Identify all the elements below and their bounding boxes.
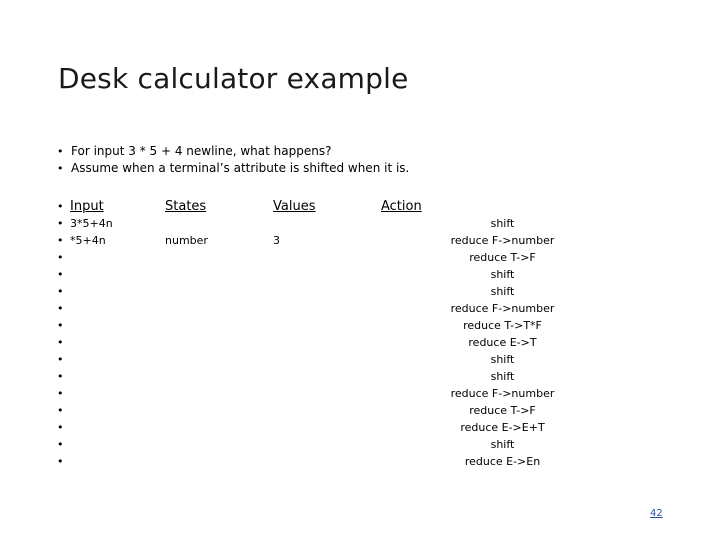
table-row — [57, 283, 697, 300]
bullet-icon: • — [57, 370, 64, 383]
table-row — [57, 351, 697, 368]
bullet-icon: • — [57, 234, 64, 247]
bullet-icon: • — [57, 353, 64, 366]
table-row — [57, 215, 697, 232]
intro-item-text: Assume when a terminal’s attribute is shifted when it is. — [71, 161, 410, 175]
cell-action: reduce T->F — [469, 404, 536, 417]
intro-item-text: For input 3 * 5 + 4 newline, what happens? — [71, 144, 332, 158]
table-row — [57, 249, 697, 266]
bullet-icon: • — [57, 319, 64, 332]
cell-action: reduce F->number — [450, 387, 555, 400]
bullet-icon: • — [57, 336, 64, 349]
bullet-icon: • — [57, 302, 64, 315]
bullet-icon: • — [57, 268, 64, 281]
table-row — [57, 436, 697, 453]
header-values: Values — [273, 199, 316, 214]
cell-action: shift — [490, 217, 515, 230]
header-action: Action — [381, 199, 422, 214]
bullet-icon: • — [57, 251, 64, 264]
table-row — [57, 402, 697, 419]
cell-input: 3*5+4n — [70, 217, 113, 230]
bullet-icon: • — [57, 217, 64, 230]
table-row — [57, 232, 697, 249]
cell-action: reduce E->En — [464, 455, 541, 468]
bullet-icon: • — [57, 387, 64, 400]
cell-action: reduce E->E+T — [460, 421, 545, 434]
cell-action: shift — [490, 370, 515, 383]
bullet-icon: • — [57, 438, 64, 451]
cell-action: shift — [490, 268, 515, 281]
cell-states: number — [165, 234, 208, 247]
cell-action: reduce F->number — [450, 302, 555, 315]
cell-action: reduce F->number — [450, 234, 555, 247]
page-number[interactable]: 42 — [650, 508, 663, 519]
table-body — [57, 215, 697, 470]
table-row — [57, 317, 697, 334]
table-header-row — [57, 198, 697, 215]
bullet-icon: • — [57, 404, 64, 417]
table-row — [57, 385, 697, 402]
bullet-icon: • — [57, 455, 64, 468]
cell-values: 3 — [273, 234, 280, 247]
bullet-icon: • — [57, 421, 64, 434]
slide-title: Desk calculator example — [58, 62, 409, 95]
table-row — [57, 334, 697, 351]
header-states: States — [165, 199, 207, 214]
cell-action: shift — [490, 353, 515, 366]
table-row — [57, 266, 697, 283]
header-input: Input — [70, 199, 104, 214]
cell-action: reduce T->T*F — [463, 319, 542, 332]
bullet-icon: • — [57, 200, 64, 213]
cell-input: *5+4n — [70, 234, 106, 247]
cell-action: reduce E->T — [468, 336, 537, 349]
cell-action: shift — [490, 285, 515, 298]
cell-action: shift — [490, 438, 515, 451]
table-row — [57, 368, 697, 385]
bullet-icon: • — [57, 145, 64, 158]
parse-trace-table — [57, 198, 697, 470]
bullet-icon: • — [57, 285, 64, 298]
bullet-icon: • — [57, 162, 64, 175]
table-row — [57, 300, 697, 317]
table-row — [57, 419, 697, 436]
cell-action: reduce T->F — [469, 251, 536, 264]
table-row — [57, 453, 697, 470]
